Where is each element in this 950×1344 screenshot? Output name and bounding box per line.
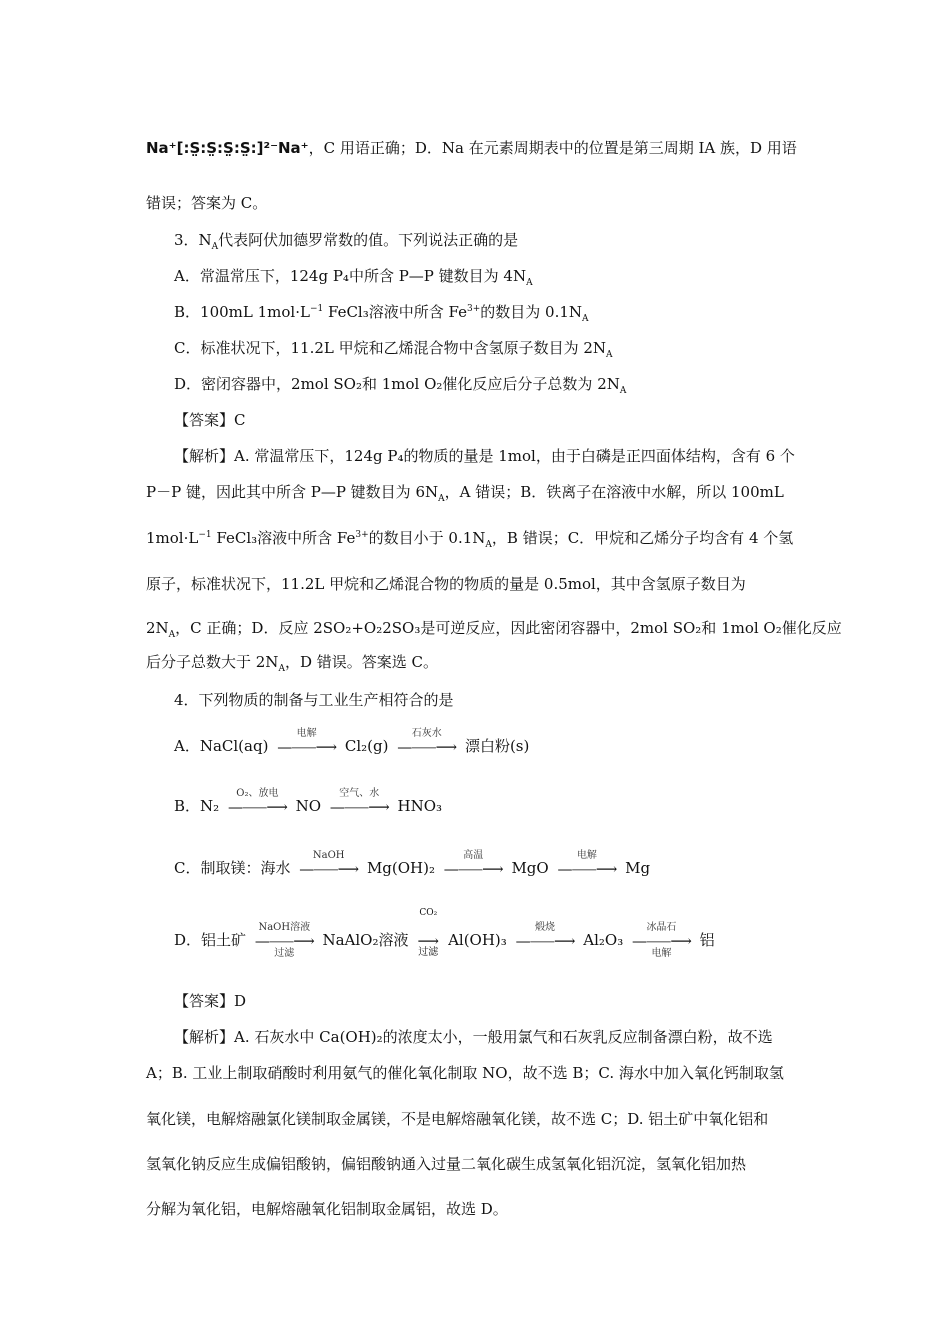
- arrow-icon: 电解 —⸺⟶: [557, 850, 617, 878]
- q3-option-d: D．密闭容器中，2mol SO₂和 1mol O₂催化反应后分子总数为 $2N_A$: [174, 375, 627, 396]
- arrow-icon: 冰晶石 —⸺⟶ 电解: [632, 922, 691, 959]
- q4-option-a: A．NaCl(aq) 电解 —⸺⟶ Cl₂(g) 石灰水 —⸺⟶ 漂白粉(s): [174, 728, 530, 756]
- lewis-formula: Na⁺[:S̤:S̤:S̤:S̤:]²⁻Na⁺: [146, 139, 309, 157]
- formula-line: [146, 138, 797, 158]
- arrow-icon: 高温 —⸺⟶: [443, 850, 503, 878]
- q3-option-b: B．100mL $1mol\cdot L^{-1}$ FeCl₃溶液中所含 $Fe^{3+}$的数目为 $0.1N_A$: [174, 303, 589, 324]
- arrow-icon: 石灰水 —⸺⟶: [397, 728, 457, 756]
- q4-option-c: C．制取镁：海水 NaOH —⸺⟶ Mg(OH)₂ 高温 —⸺⟶ MgO 电解 —⸺⟶ Mg: [174, 850, 651, 878]
- q4-analysis-2: A；B. 工业上制取硝酸时利用氨气的催化氧化制取 NO，故不选 B；C. 海水中加入氧化钙制取氢: [146, 1064, 784, 1082]
- q4-analysis-5: 分解为氧化铝，电解熔融氧化铝制取金属铝，故选 D。: [146, 1200, 508, 1218]
- q4-option-b: B．N₂ O₂、放电 —⸺⟶ NO 空气、水 —⸺⟶ HNO₃: [174, 788, 443, 816]
- q3-analysis-1: 【解析】A. 常温常压下，124g P₄的物质的量是 1mol，由于白磷是正四面体结构，含有 6 个: [174, 447, 795, 465]
- arrow-icon: CO₂ ⟶ 过滤: [417, 908, 440, 958]
- arrow-icon: O₂、放电 —⸺⟶: [227, 788, 287, 816]
- q4-option-d: D．铝土矿 NaOH溶液 —⸺⟶ 过滤 NaAlO₂溶液 CO₂ ⟶ 过滤 Al(OH)₃ 煅烧 —⸺⟶ Al₂O₃ 冰晶石 —⸺⟶ 电解 铝: [174, 908, 715, 959]
- formula-text: ，C 用语正确；D．Na 在元素周期表中的位置是第三周期 IA 族，D 用语: [308, 139, 797, 157]
- arrow-icon: 电解 —⸺⟶: [277, 728, 337, 756]
- q3-option-a: A．常温常压下，124g P₄中所含 P—P 键数目为 $4N_A$: [174, 267, 533, 288]
- arrow-icon: NaOH溶液 —⸺⟶ 过滤: [254, 922, 314, 959]
- q3-analysis-5: $2N_A$，C 正确；D．反应 2SO₂+O₂2SO₃是可逆反应，因此密闭容器中，2mol SO₂和 1mol O₂催化反应: [146, 619, 842, 640]
- arrow-icon: NaOH —⸺⟶: [299, 850, 359, 878]
- q3-analysis-6: 后分子总数大于 $2N_A$，D 错误。答案选 C。: [146, 653, 438, 674]
- q3-analysis-2: P－P 键，因此其中所含 P—P 键数目为 $6N_A$，A 错误；B．铁离子在溶液中水解，所以 100mL: [146, 483, 784, 504]
- arrow-icon: 煅烧 —⸺⟶: [515, 922, 575, 950]
- q4-analysis-3: 氧化镁，电解熔融氯化镁制取金属镁，不是电解熔融氧化镁，故不选 C；D. 铝土矿中氧化铝和: [146, 1110, 769, 1128]
- q4-stem: 4．下列物质的制备与工业生产相符合的是: [174, 691, 454, 709]
- q4-answer: 【答案】D: [174, 992, 247, 1010]
- q3-analysis-4: 原子，标准状况下，11.2L 甲烷和乙烯混合物的物质的量是 0.5mol，其中含氢原子数目为: [146, 575, 746, 593]
- q3-stem: 3．$N_A$代表阿伏加德罗常数的值。下列说法正确的是: [174, 231, 519, 252]
- q4-analysis-1: 【解析】A. 石灰水中 Ca(OH)₂的浓度太小，一般用氯气和石灰乳反应制备漂白粉，故不选: [174, 1028, 773, 1046]
- q3-analysis-3: $1mol\cdot L^{-1}$ FeCl₃溶液中所含 $Fe^{3+}$的数目小于 $0.1N_A$，B 错误；C．甲烷和乙烯分子均含有 4 个氢: [146, 529, 794, 550]
- arrow-icon: 空气、水 —⸺⟶: [329, 788, 389, 816]
- q3-answer: 【答案】C: [174, 411, 246, 429]
- formula-cont: 错误；答案为 C。: [146, 194, 268, 212]
- q3-option-c: C．标准状况下，11.2L 甲烷和乙烯混合物中含氢原子数目为 $2N_A$: [174, 339, 613, 360]
- q4-analysis-4: 氢氧化钠反应生成偏铝酸钠，偏铝酸钠通入过量二氧化碳生成氢氧化铝沉淀，氢氧化铝加热: [146, 1155, 747, 1173]
